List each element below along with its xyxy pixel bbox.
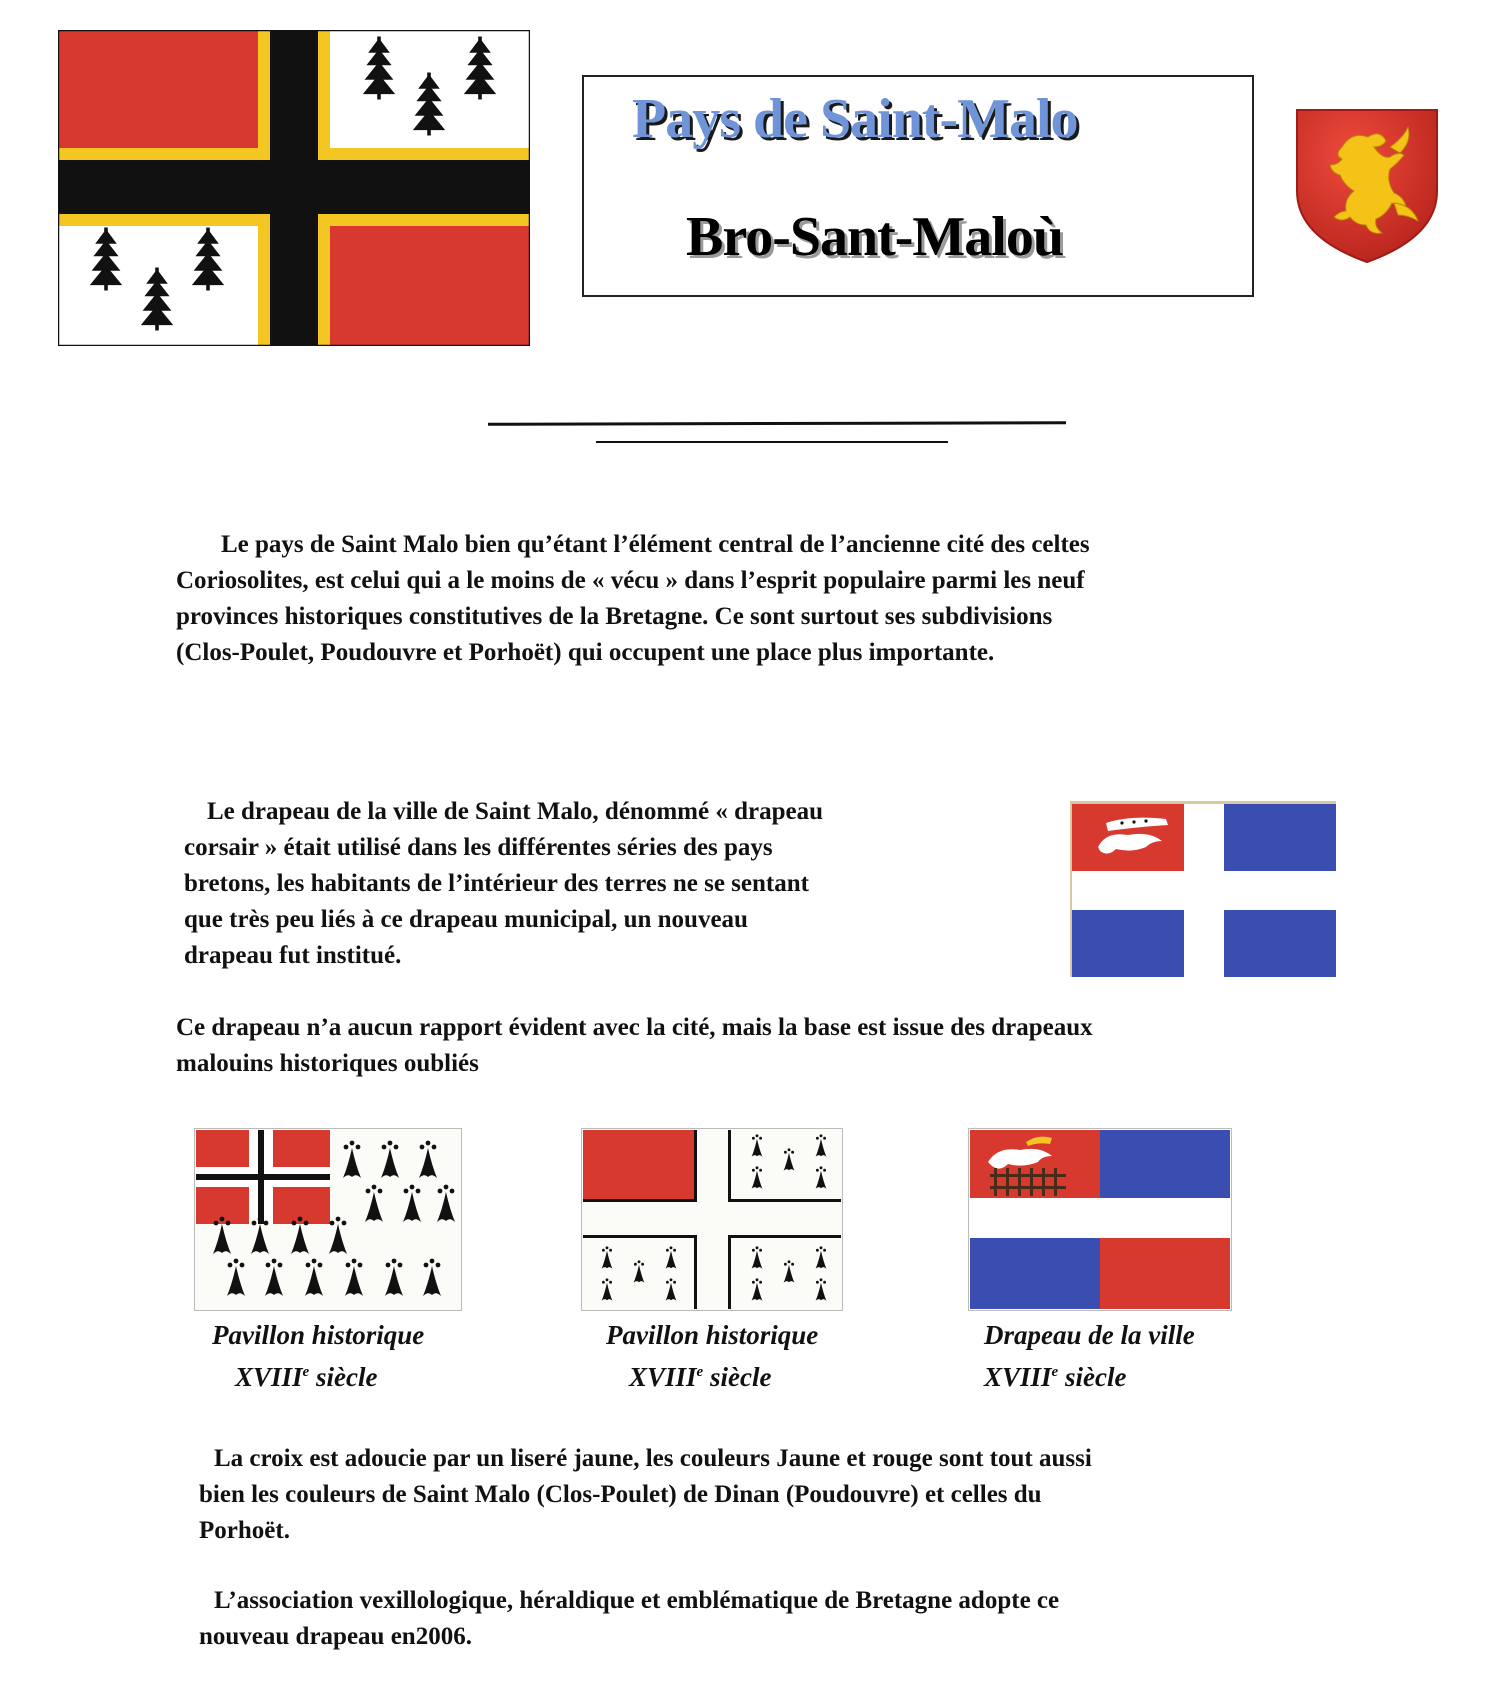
drapeau-paragraph — [184, 794, 823, 974]
saint-malo-city-flag — [1070, 801, 1336, 977]
caption-flag-3 — [984, 1317, 1195, 1396]
croix-paragraph — [199, 1441, 1092, 1549]
caption-line-2 — [606, 1354, 818, 1396]
caption-line-2 — [984, 1354, 1195, 1396]
historic-ermine-pavilion — [194, 1128, 462, 1311]
caption-siecle: siècle — [1058, 1362, 1127, 1392]
association-paragraph — [199, 1583, 1059, 1655]
croix-line: La croix est adoucie par un liseré jaune, les couleurs Jaune et rouge sont tout aussi — [214, 1445, 1092, 1472]
association-line: nouveau drapeau en2006. — [199, 1623, 472, 1650]
croix-line: bien les couleurs de Saint Malo (Clos-Poulet) de Dinan (Poudouvre) et celles du — [199, 1481, 1042, 1508]
intro-line: Coriosolites, est celui qui a le moins de « vécu » dans l’esprit populaire parmi les neuf — [176, 567, 1085, 594]
caption-siecle: siècle — [309, 1362, 378, 1392]
golden-lion-shield-icon — [1294, 107, 1440, 265]
rapport-line: Ce drapeau n’a aucun rapport évident avec la cité, mais la base est issue des drapeaux — [176, 1014, 1093, 1041]
title-french: Pays de Saint-Malo — [632, 88, 1078, 150]
caption-century: XVIII — [235, 1362, 303, 1392]
caption-flag-2 — [606, 1317, 818, 1396]
historic-cross-pavilion — [581, 1128, 843, 1311]
intro-line: Le pays de Saint Malo bien qu’étant l’élément central de l’ancienne cité des celtes — [221, 531, 1090, 558]
caption-sup: e — [1051, 1364, 1059, 1380]
title-box — [582, 75, 1254, 297]
caption-sup: e — [302, 1364, 310, 1380]
caption-line-1: Pavillon historique — [606, 1320, 819, 1350]
caption-sup: e — [696, 1364, 704, 1380]
rapport-line: malouins historiques oubliés — [176, 1050, 479, 1077]
caption-line-2 — [212, 1354, 424, 1396]
divider-line-short — [596, 441, 948, 443]
caption-siecle: siècle — [703, 1362, 772, 1392]
croix-line: Porhoët. — [199, 1517, 290, 1544]
intro-line: (Clos-Poulet, Poudouvre et Porhoët) qui occupent une place plus importante. — [176, 639, 995, 666]
drapeau-line: corsair » était utilisé dans les différentes séries des pays — [184, 834, 773, 861]
caption-flag-1 — [212, 1317, 424, 1396]
title-breton: Bro-Sant-Maloù — [686, 206, 1063, 268]
caption-century: XVIII — [629, 1362, 697, 1392]
association-line: L’association vexillologique, héraldique et emblématique de Bretagne adopte ce — [214, 1587, 1060, 1614]
intro-paragraph — [176, 527, 1090, 671]
caption-line-1: Drapeau de la ville — [984, 1320, 1195, 1350]
intro-line: provinces historiques constitutives de la Bretagne. Ce sont surtout ses subdivisions — [176, 603, 1053, 630]
drapeau-line: Le drapeau de la ville de Saint Malo, dénommé « drapeau — [207, 798, 823, 825]
rapport-paragraph — [176, 1010, 1093, 1082]
saint-malo-country-flag — [58, 30, 530, 346]
caption-century: XVIII — [984, 1362, 1052, 1392]
caption-line-1: Pavillon historique — [212, 1320, 425, 1350]
drapeau-line: drapeau fut institué. — [184, 942, 402, 969]
city-flag-18th-century — [968, 1128, 1232, 1311]
drapeau-line: bretons, les habitants de l’intérieur des terres ne se sentant — [184, 870, 809, 897]
drapeau-line: que très peu liés à ce drapeau municipal, un nouveau — [184, 906, 748, 933]
divider-line-long — [488, 421, 1066, 426]
